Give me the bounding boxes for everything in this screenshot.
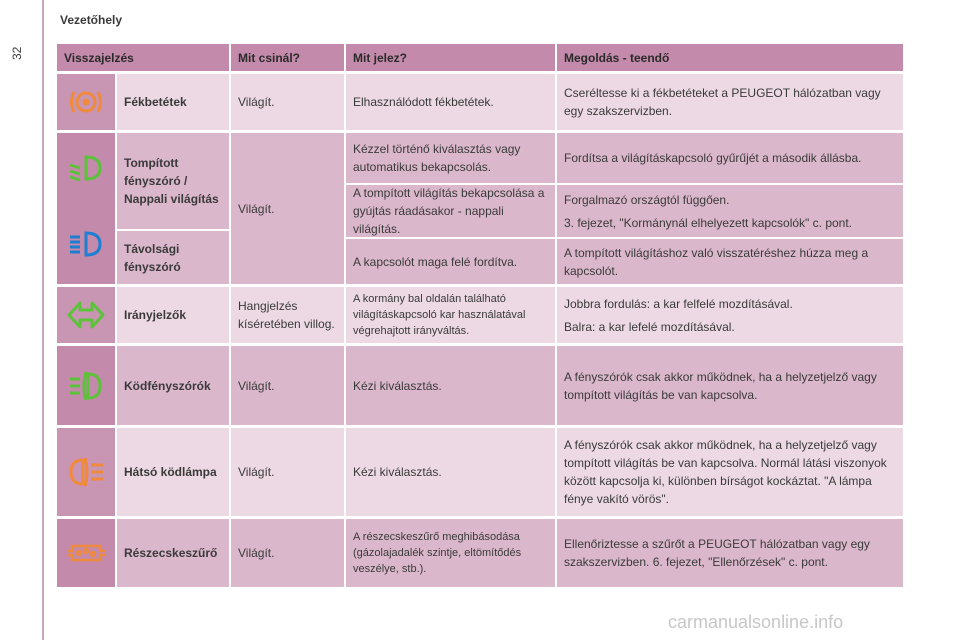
- light-names-cell: [117, 133, 231, 284]
- indicator-solution-group: [557, 287, 903, 343]
- indicator-meaning: A tompított világítás bekapcsolása a gyújtás ráadásakor - nappali világítás.: [346, 183, 555, 237]
- indicator-solution: Jobbra fordulás: a kar felfelé mozdításával.: [564, 296, 793, 311]
- dipped-beam-icon: [66, 153, 106, 188]
- main-beam-icon: [66, 229, 106, 264]
- light-meanings-cell: [346, 133, 557, 284]
- indicator-name: Részecskeszűrő: [117, 519, 231, 587]
- turn-signal-icon: [57, 287, 117, 343]
- indicator-solution: A fényszórók csak akkor működnek, ha a helyzetjelző vagy tompított világítás be van kapcsolva. Normál látási viszonyok között kapcsolja ki, különben bírságot kockáztat. "A lámpa fénye vakító vörös".: [564, 438, 887, 506]
- header-state: Mit csinál?: [231, 44, 346, 71]
- indicator-meaning: Kézi kiválasztás.: [346, 346, 557, 425]
- table-row-lights: [57, 130, 903, 284]
- page-number: 32: [10, 46, 24, 60]
- indicator-solution-group: [557, 183, 903, 237]
- indicator-meaning: A kormány bal oldalán található világításkapcsoló kar használatával végrehajtott irányváltás.: [346, 287, 557, 343]
- header-indicator: Visszajelzés: [57, 44, 231, 71]
- light-icons-cell: [57, 133, 117, 284]
- header-solution: Megoldás - teendő: [564, 50, 670, 65]
- indicator-meaning: Elhasználódott fékbetétek.: [346, 74, 557, 130]
- table-row-rear-fog: [57, 425, 903, 516]
- indicator-state: Világít.: [231, 428, 346, 516]
- watermark: carmanualsonline.info: [668, 612, 844, 632]
- indicator-state: Világít.: [231, 346, 346, 425]
- light-solutions-cell: [557, 133, 903, 284]
- particle-filter-icon: [57, 519, 117, 587]
- indicator-solution: 3. fejezet, "Kormánynál elhelyezett kapcsolók" c. pont.: [564, 215, 853, 230]
- table-row-front-fog: [57, 343, 903, 425]
- rear-fog-icon: [57, 428, 117, 516]
- indicator-name: Távolsági fényszóró: [117, 229, 229, 284]
- indicator-solution: Ellenőriztesse a szűrőt a PEUGEOT hálózatban vagy egy szakszervizben. 6. fejezet, "Ellenőrzések" c. pont.: [564, 537, 870, 569]
- indicator-solution: A fényszórók csak akkor működnek, ha a helyzetjelző vagy tompított világítás be van kapcsolva.: [564, 369, 877, 402]
- indicator-solution: Forgalmazó országtól függően.: [564, 192, 730, 207]
- indicator-state: Hangjelzés kíséretében villog.: [231, 287, 346, 343]
- indicator-meaning: Kézi kiválasztás.: [346, 428, 557, 516]
- indicator-solution: Cseréltesse ki a fékbetéteket a PEUGEOT hálózatban vagy egy szakszervizben.: [564, 86, 881, 118]
- front-fog-icon: [57, 346, 117, 425]
- indicator-name: Fékbetétek: [117, 74, 231, 130]
- indicator-solution: A tompított világításhoz való visszatéréshez húzza meg a kapcsolót.: [557, 237, 903, 284]
- table-row-turn-signals: [57, 284, 903, 343]
- indicator-state: Világít.: [231, 74, 346, 130]
- indicator-state: Világít.: [231, 519, 346, 587]
- table-row-particle-filter: [57, 516, 903, 587]
- indicator-solution: Fordítsa a világításkapcsoló gyűrűjét a második állásba.: [564, 151, 862, 165]
- section-title: Vezetőhely: [60, 13, 123, 27]
- indicator-meaning: A részecskeszűrő meghibásodása (gázolajadalék szintje, eltömítődés veszélye, stb.).: [346, 519, 557, 587]
- indicator-name: Hátsó ködlámpa: [117, 428, 231, 516]
- brake-pad-warning-icon: [57, 74, 117, 130]
- indicator-name: Tompított fényszóró / Nappali világítás: [124, 156, 219, 206]
- indicator-solution: Balra: a kar lefelé mozdításával.: [564, 319, 735, 334]
- table-row-brake-pads: [57, 71, 903, 130]
- section-marker-bar: [42, 0, 44, 640]
- indicator-meaning: Kézzel történő kiválasztás vagy automatikus bekapcsolás.: [353, 142, 521, 174]
- indicator-name: Irányjelzők: [117, 287, 231, 343]
- indicator-name: Ködfényszórók: [117, 346, 231, 425]
- table-header: [57, 44, 903, 71]
- header-meaning: Mit jelez?: [346, 44, 557, 71]
- warning-lights-table: [57, 44, 903, 587]
- indicator-state: Világít.: [231, 133, 346, 284]
- indicator-meaning: A kapcsolót maga felé fordítva.: [346, 237, 555, 284]
